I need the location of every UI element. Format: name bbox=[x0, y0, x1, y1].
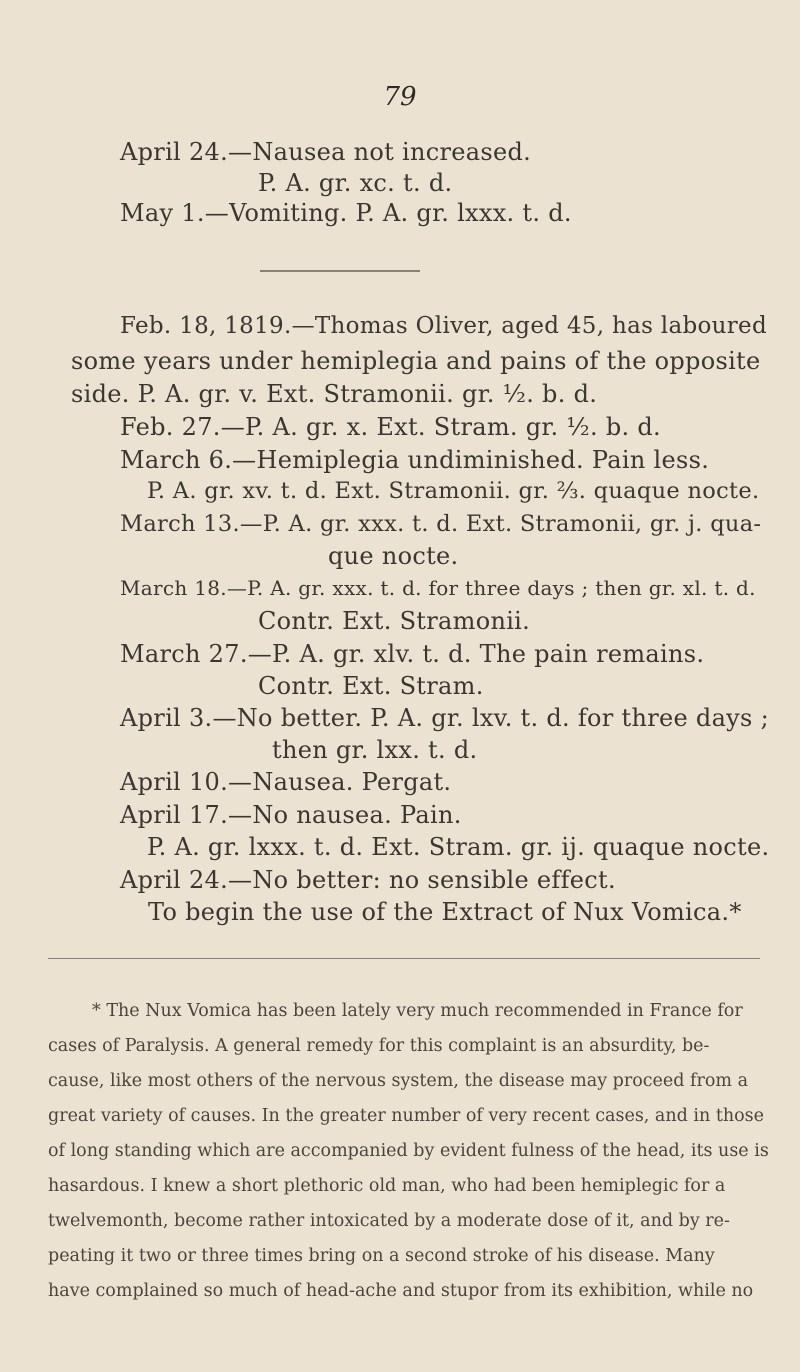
case-line: April 10.—Nausea. Pergat. bbox=[120, 768, 452, 796]
case-line: Feb. 27.—P. A. gr. x. Ext. Stram. gr. ½. b. d. bbox=[120, 413, 661, 441]
case-line: P. A. gr. lxxx. t. d. Ext. Stram. gr. ij. quaque nocte. bbox=[147, 833, 770, 861]
footnote-rule bbox=[48, 958, 760, 959]
case-line: Feb. 18, 1819.—Thomas Oliver, aged 45, has laboured bbox=[120, 313, 767, 339]
case-line: P. A. gr. xv. t. d. Ext. Stramonii. gr. ⅔. quaque nocte. bbox=[147, 478, 760, 504]
case-line: March 6.—Hemiplegia undiminished. Pain less. bbox=[120, 446, 710, 474]
case-line: side. P. A. gr. v. Ext. Stramonii. gr. ½. b. d. bbox=[71, 380, 598, 408]
case-line: To begin the use of the Extract of Nux Vomica.* bbox=[148, 898, 742, 926]
case-line: Contr. Ext. Stramonii. bbox=[258, 607, 531, 635]
case-line: March 27.—P. A. gr. xlv. t. d. The pain remains. bbox=[120, 640, 705, 668]
case-line: April 24.—No better: no sensible effect. bbox=[120, 866, 616, 894]
case-line: que nocte. bbox=[328, 542, 459, 570]
entry-line: P. A. gr. xc. t. d. bbox=[258, 169, 453, 197]
case-line: March 13.—P. A. gr. xxx. t. d. Ext. Stramonii, gr. j. qua- bbox=[120, 511, 762, 537]
case-line: Contr. Ext. Stram. bbox=[258, 672, 484, 700]
entry-line: April 24.—Nausea not increased. bbox=[120, 138, 532, 166]
page-number: 79 bbox=[383, 82, 417, 112]
footnote-line: twelvemonth, become rather intoxicated by a moderate dose of it, and by re- bbox=[48, 1211, 730, 1231]
entry-line: May 1.—Vomiting. P. A. gr. lxxx. t. d. bbox=[120, 199, 572, 227]
footnote-line: cause, like most others of the nervous system, the disease may proceed from a bbox=[48, 1071, 748, 1091]
footnote-line: great variety of causes. In the greater number of very recent cases, and in those bbox=[48, 1106, 764, 1126]
footnote-line: of long standing which are accompanied by evident fulness of the head, its use is bbox=[48, 1141, 769, 1161]
footnote-line: * The Nux Vomica has been lately very much recommended in France for bbox=[92, 1001, 743, 1021]
case-line: then gr. lxx. t. d. bbox=[272, 736, 478, 764]
case-line: some years under hemiplegia and pains of the opposite bbox=[71, 347, 761, 375]
footnote-line: have complained so much of head-ache and stupor from its exhibition, while no bbox=[48, 1281, 754, 1301]
section-divider bbox=[260, 270, 420, 272]
case-line: April 17.—No nausea. Pain. bbox=[120, 801, 462, 829]
footnote-line: peating it two or three times bring on a second stroke of his disease. Many bbox=[48, 1246, 715, 1266]
footnote-line: cases of Paralysis. A general remedy for this complaint is an absurdity, be- bbox=[48, 1036, 710, 1056]
footnote-line: hasardous. I knew a short plethoric old man, who had been hemiplegic for a bbox=[48, 1176, 726, 1196]
case-line: April 3.—No better. P. A. gr. lxv. t. d. for three days ; bbox=[120, 704, 769, 732]
case-line: March 18.—P. A. gr. xxx. t. d. for three days ; then gr. xl. t. d. bbox=[120, 576, 756, 600]
